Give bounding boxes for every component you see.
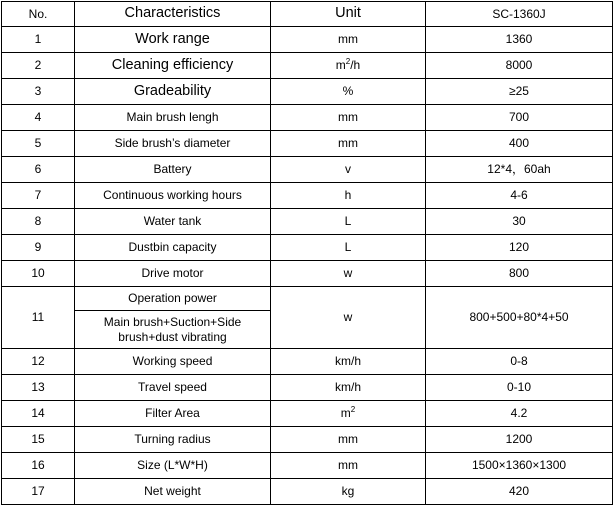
table-row	[2, 53, 613, 79]
row-no: 3	[2, 79, 75, 105]
row-characteristic: Operation power	[75, 287, 271, 311]
row-value: 12*4，60ah	[426, 157, 613, 183]
unit-superscript: 2	[345, 57, 351, 67]
row-characteristic: Travel speed	[75, 375, 271, 401]
row-unit	[271, 53, 426, 79]
row-unit: mm	[271, 453, 426, 479]
table-row	[2, 131, 613, 157]
row-unit: km/h	[271, 375, 426, 401]
table-row	[2, 79, 613, 105]
table-row	[2, 27, 613, 53]
table-row	[2, 479, 613, 505]
row-characteristic: Side brush’s diameter	[75, 131, 271, 157]
row-unit: w	[271, 287, 426, 349]
row-unit: mm	[271, 27, 426, 53]
row-characteristic: Battery	[75, 157, 271, 183]
row-value: 800+500+80*4+50	[426, 287, 613, 349]
row-characteristic: Drive motor	[75, 261, 271, 287]
row-no: 6	[2, 157, 75, 183]
row-characteristic: Cleaning efficiency	[75, 53, 271, 79]
header-no: No.	[2, 2, 75, 27]
row-characteristic: Working speed	[75, 349, 271, 375]
table-row	[2, 349, 613, 375]
row-characteristic-detail: Main brush+Suction+Side brush+dust vibrating	[75, 311, 271, 349]
table-row	[2, 261, 613, 287]
unit-base: m	[335, 58, 346, 73]
row-unit: %	[271, 79, 426, 105]
row-unit: mm	[271, 131, 426, 157]
row-value: 1500×1360×1300	[426, 453, 613, 479]
row-characteristic: Water tank	[75, 209, 271, 235]
header-unit: Unit	[271, 2, 426, 27]
row-unit	[271, 401, 426, 427]
row-unit: mm	[271, 105, 426, 131]
row-value: 4.2	[426, 401, 613, 427]
table-row	[2, 183, 613, 209]
row-no: 7	[2, 183, 75, 209]
row-characteristic: Dustbin capacity	[75, 235, 271, 261]
table-row	[2, 235, 613, 261]
row-no: 10	[2, 261, 75, 287]
row-unit: v	[271, 157, 426, 183]
row-no: 11	[2, 287, 75, 349]
row-no: 1	[2, 27, 75, 53]
row-value: 700	[426, 105, 613, 131]
row-characteristic: Gradeability	[75, 79, 271, 105]
row-unit: mm	[271, 427, 426, 453]
row-characteristic: Work range	[75, 27, 271, 53]
unit-superscript: 2	[350, 405, 356, 415]
row-characteristic: Turning radius	[75, 427, 271, 453]
row-value: 1360	[426, 27, 613, 53]
row-no: 17	[2, 479, 75, 505]
row-characteristic: Net weight	[75, 479, 271, 505]
row-unit: w	[271, 261, 426, 287]
header-characteristics: Characteristics	[75, 2, 271, 27]
table-row	[2, 105, 613, 131]
row-value: 420	[426, 479, 613, 505]
row-unit: km/h	[271, 349, 426, 375]
row-value: 800	[426, 261, 613, 287]
row-no: 12	[2, 349, 75, 375]
row-characteristic: Size (L*W*H)	[75, 453, 271, 479]
row-no: 8	[2, 209, 75, 235]
row-unit: h	[271, 183, 426, 209]
unit-tail: /h	[350, 58, 361, 73]
row-value: 8000	[426, 53, 613, 79]
row-value: 0-8	[426, 349, 613, 375]
row-value: 120	[426, 235, 613, 261]
row-value: 1200	[426, 427, 613, 453]
table-row	[2, 375, 613, 401]
row-value: 30	[426, 209, 613, 235]
row-value: 400	[426, 131, 613, 157]
row-characteristic: Continuous working hours	[75, 183, 271, 209]
row-unit: L	[271, 209, 426, 235]
row-unit: L	[271, 235, 426, 261]
table-row	[2, 427, 613, 453]
row-characteristic: Filter Area	[75, 401, 271, 427]
row-value: ≥25	[426, 79, 613, 105]
table-row	[2, 157, 613, 183]
row-no: 14	[2, 401, 75, 427]
row-value: 0-10	[426, 375, 613, 401]
table-row	[2, 401, 613, 427]
row-no: 16	[2, 453, 75, 479]
unit-base: m	[340, 406, 351, 421]
row-no: 4	[2, 105, 75, 131]
row-characteristic: Main brush lengh	[75, 105, 271, 131]
row-no: 2	[2, 53, 75, 79]
table-row	[2, 453, 613, 479]
row-no: 15	[2, 427, 75, 453]
header-model: SC-1360J	[426, 2, 613, 27]
spec-table	[1, 1, 613, 505]
row-unit: kg	[271, 479, 426, 505]
row-value: 4-6	[426, 183, 613, 209]
row-no: 13	[2, 375, 75, 401]
table-row	[2, 287, 613, 311]
header-row	[2, 2, 613, 27]
row-no: 5	[2, 131, 75, 157]
row-no: 9	[2, 235, 75, 261]
table-row	[2, 209, 613, 235]
